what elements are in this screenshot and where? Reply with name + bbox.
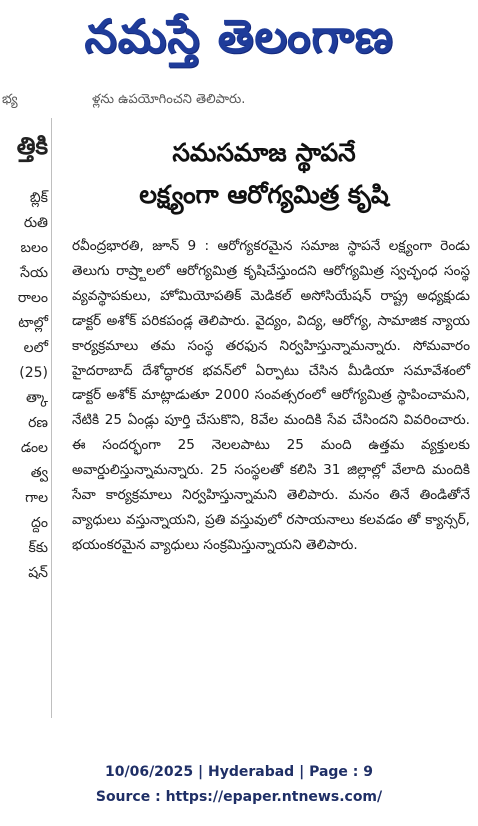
column-divider (51, 118, 52, 718)
left-column-heading: త్తికి (16, 132, 48, 160)
left-column-line: డంల (20, 440, 48, 456)
masthead-title: నమస్తే తెలంగాణ (84, 9, 394, 63)
footer-source-link[interactable]: Source : https://epaper.ntnews.com/ (95, 789, 383, 805)
left-column-line: టాల్లో (18, 315, 48, 331)
left-column-line: షన్ (28, 565, 48, 581)
top-cut-text-strip (0, 88, 478, 112)
left-column-line: లలో (23, 340, 48, 356)
left-cut-column (0, 114, 50, 734)
left-column-line: త్వ (30, 465, 48, 481)
newspaper-clipping (0, 88, 478, 738)
left-column-line: బ్లిక్ (29, 190, 48, 206)
article-body: రవీంద్రభారతి, జూన్ 9 : ఆరోగ్యకరమైన సమాజ స్థాపనే లక్ష్యంగా రెండు తెలుగు రాష్ర్టాలలో ఆరోగ్యమిత్ర కృషిచేస్తుందని ఆరోగ్యమిత్ర స్వచ్ఛంధ సంస్థ వ్యవస్థాపకులు, హోమియోపతిక్ మెడికల్ అసోసియేషన్ రాష్ట్ర అధ్యక్షుడు డాక్టర్ అశోక్ పరికపండ్ల తెలిపారు. వైద్యం, విద్య, ఆరోగ్య, సామాజిక న్యాయ కార్యక్రమాలు తమ సంస్థ తరఫున నిర్వహిస్తున్నామన్నారు. సోమవారం హైదరాబాద్ దేశోద్ధారక భవన్‌లో ఏర్పాటు చేసిన మీడియా సమావేశంలో డాక్టర్ అశోక్ మాట్లాడుతూ 2000 సంవత్సరంలో ఆరోగ్యమిత్ర స్థాపించామని, నేటికి 25 ఏండ్లు పూర్తి చేసుకొని, 8వేల మందికి సేవ చేసిందని వివరించారు. ఈ సందర్భంగా 25 నెలలపాటు 25 మంది ఉత్తమ వ్యక్తులకు అవార్డులిస్తున్నామన్నారు. 25 సంస్థలతో కలిసి 31 జిల్లాల్లో వేలాది మందికి సేవా కార్యక్రమాలు నిర్వహిస్తున్నామని తెలిపారు. మనం తినే తిండితోనే వ్యాధులు వస్తున్నాయని, ప్రతి వస్తువులో రసాయనాలు కలవడం తో క్యాన్సర్, భయంకరమైన వ్యాధులు సంక్రమిస్తున్నాయని తెలిపారు. (72, 238, 470, 553)
left-column-line: త్కా (26, 390, 48, 406)
left-column-line: బలం (20, 240, 48, 256)
left-column-line: సేయ (20, 265, 48, 281)
newspaper-masthead (0, 0, 478, 84)
footer-date-page: 10/06/2025 | Hyderabad | Page : 9 (104, 764, 374, 780)
left-column-line: (25) (19, 365, 48, 381)
left-column-line: ద్దం (31, 515, 48, 531)
top-right-fragment: ళ్లను ఉపయోగించని తెలిపారు. (92, 92, 246, 107)
left-column-line: రుతి (23, 215, 48, 231)
left-column-line: క్‌కు (28, 540, 48, 556)
top-left-fragment: భ్య (2, 92, 18, 107)
article-headline-line-1: సమసమాజ స్థాపనే (172, 138, 356, 167)
left-column-line: రణ (28, 415, 48, 431)
left-column-line: గాల (25, 490, 48, 506)
article-headline-line-2: లక్ష్యంగా ఆరోగ్యమిత్ర కృషి (139, 180, 389, 209)
left-column-line: రాలం (17, 290, 48, 306)
